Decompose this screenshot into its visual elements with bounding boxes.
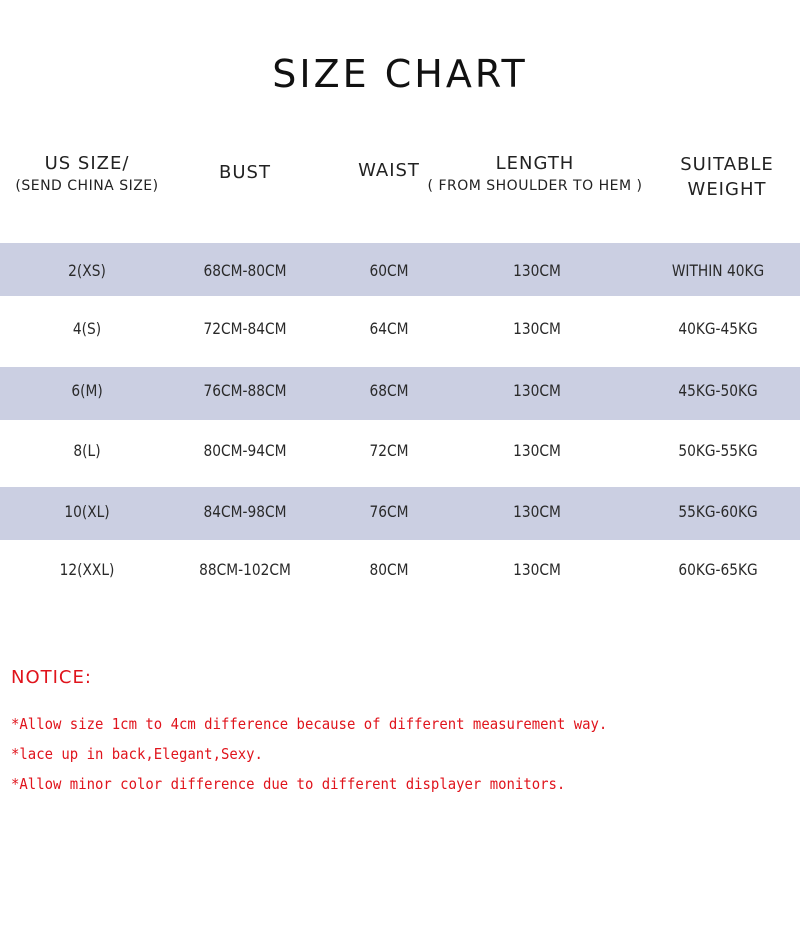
cell-size: 8(L) xyxy=(73,441,101,460)
cell-size: 2(XS) xyxy=(68,261,106,280)
header-length xyxy=(420,153,650,194)
notice-line: *Allow size 1cm to 4cm difference because of different measurement way. xyxy=(11,715,608,733)
header-length-main: LENGTH xyxy=(495,153,575,174)
cell-bust: 84CM-98CM xyxy=(203,502,287,521)
cell-waist: 72CM xyxy=(369,441,409,460)
table-row xyxy=(0,244,800,298)
notice-title: NOTICE: xyxy=(11,667,92,688)
cell-length: 130CM xyxy=(513,319,561,338)
cell-weight: 40KG-45KG xyxy=(678,319,758,338)
cell-size: 12(XXL) xyxy=(59,560,115,579)
cell-weight: 50KG-55KG xyxy=(678,441,758,460)
cell-length: 130CM xyxy=(513,381,561,400)
cell-waist: 60CM xyxy=(369,261,409,280)
cell-weight: 45KG-50KG xyxy=(678,381,758,400)
cell-length: 130CM xyxy=(513,502,561,521)
cell-size: 10(XL) xyxy=(64,502,110,521)
cell-weight: WITHIN 40KG xyxy=(671,261,765,280)
cell-length: 130CM xyxy=(513,441,561,460)
cell-bust: 72CM-84CM xyxy=(203,319,287,338)
cell-waist: 68CM xyxy=(369,381,409,400)
cell-weight: 60KG-65KG xyxy=(678,560,758,579)
table-row xyxy=(0,424,800,478)
cell-bust: 88CM-102CM xyxy=(199,560,291,579)
cell-bust: 68CM-80CM xyxy=(203,261,287,280)
header-bust xyxy=(160,162,330,183)
page-title: SIZE CHART xyxy=(272,52,528,96)
cell-size: 6(M) xyxy=(71,381,103,400)
table-row xyxy=(0,485,800,539)
header-weight xyxy=(640,154,800,200)
cell-bust: 80CM-94CM xyxy=(203,441,287,460)
header-bust-main: BUST xyxy=(219,162,271,183)
cell-waist: 80CM xyxy=(369,560,409,579)
header-weight-sub: WEIGHT xyxy=(687,179,767,200)
header-us-size-sub: (SEND CHINA SIZE) xyxy=(15,178,159,194)
table-row xyxy=(0,543,800,597)
header-waist-main: WAIST xyxy=(358,160,420,181)
header-length-sub: ( FROM SHOULDER TO HEM ) xyxy=(427,178,643,194)
notice-line: *lace up in back,Elegant,Sexy. xyxy=(11,745,263,763)
header-us-size-main: US SIZE/ xyxy=(44,153,130,174)
cell-waist: 76CM xyxy=(369,502,409,521)
table-row xyxy=(0,364,800,418)
cell-waist: 64CM xyxy=(369,319,409,338)
table-row xyxy=(0,302,800,356)
header-weight-main: SUITABLE xyxy=(680,154,774,175)
cell-size: 4(S) xyxy=(72,319,102,338)
cell-length: 130CM xyxy=(513,261,561,280)
notice-line: *Allow minor color difference due to different displayer monitors. xyxy=(11,775,566,793)
cell-weight: 55KG-60KG xyxy=(678,502,758,521)
cell-bust: 76CM-88CM xyxy=(203,381,287,400)
cell-length: 130CM xyxy=(513,560,561,579)
header-us-size xyxy=(0,153,174,194)
